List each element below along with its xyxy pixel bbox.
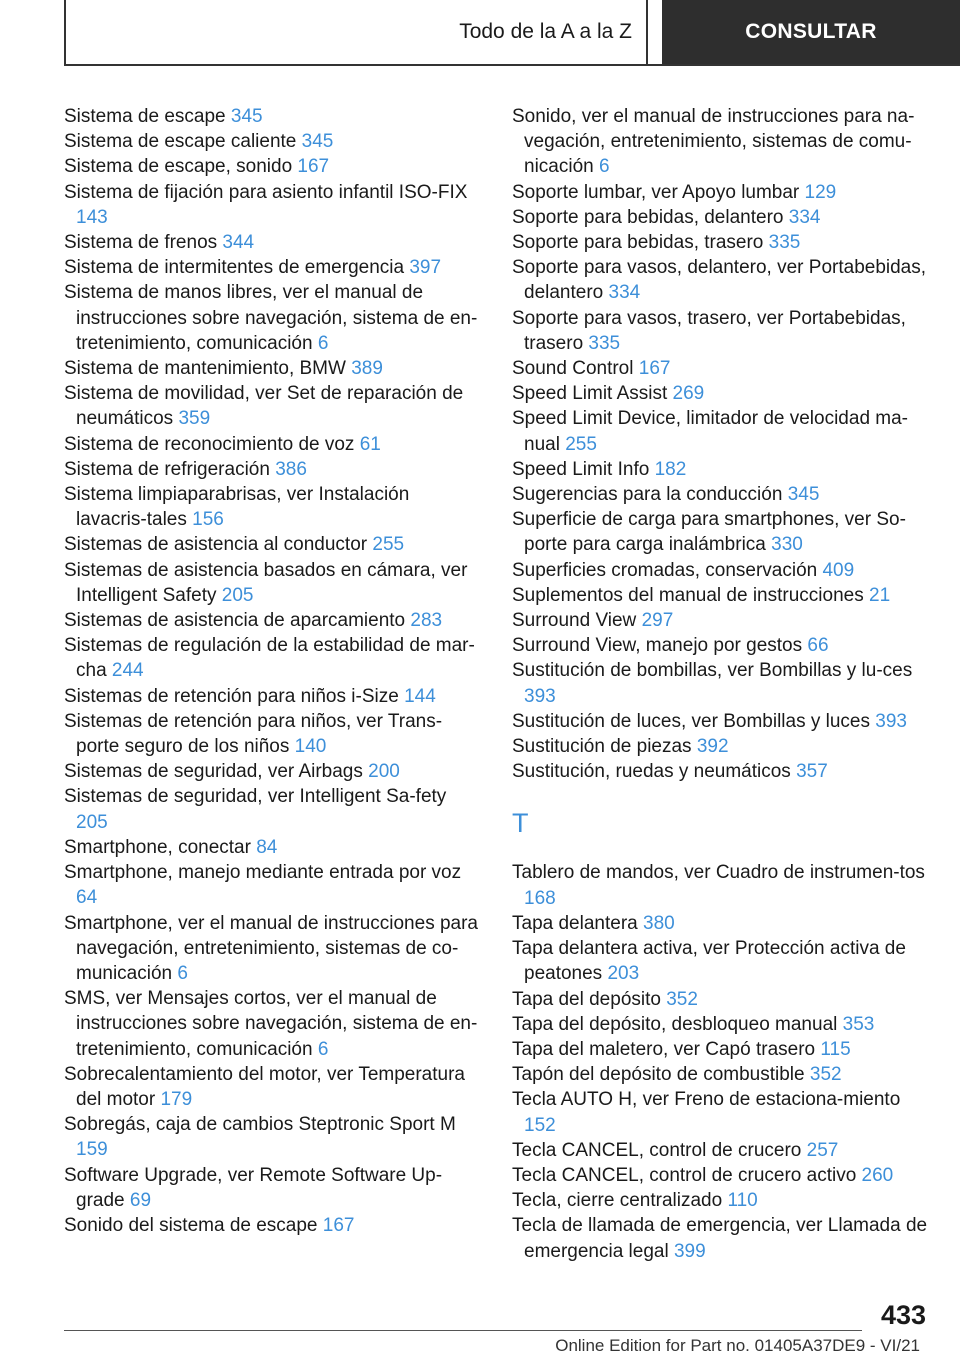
index-list-s-right [512, 104, 932, 784]
page-link[interactable]: 168 [524, 887, 556, 909]
page-link[interactable]: 61 [359, 433, 381, 455]
index-entry [64, 911, 482, 987]
index-entry [512, 633, 932, 658]
page-link[interactable]: 359 [178, 408, 211, 430]
index-entry [512, 583, 932, 608]
entry-text: Sistema limpiaparabrisas, ver Instalación lavacris-tales [64, 484, 410, 531]
page-link[interactable]: 143 [76, 206, 108, 228]
entry-text: Tapa del depósito [512, 988, 661, 1010]
index-entry [512, 911, 932, 936]
page-number: 433 [880, 1300, 926, 1330]
index-entry [512, 381, 932, 406]
entry-text: Sistema de manos libres, ver el manual de instrucciones sobre navegación, sistema de en-tretenimiento, comunicación [64, 282, 478, 354]
page-link[interactable]: 6 [177, 962, 188, 984]
index-entry [64, 1112, 482, 1162]
index-entry [512, 230, 932, 255]
page-link[interactable]: 115 [820, 1038, 851, 1060]
page-link[interactable]: 159 [76, 1139, 108, 1161]
entry-text: Speed Limit Device, limitador de velocidad ma-nual [512, 408, 909, 455]
entry-text: Software Upgrade, ver Remote Software Up-grade [64, 1164, 443, 1211]
entry-text: Sistema de frenos [64, 232, 218, 254]
page-link[interactable]: 334 [608, 282, 641, 304]
index-entry [64, 381, 482, 431]
page-link[interactable]: 140 [294, 736, 327, 758]
page-link[interactable]: 389 [351, 358, 383, 380]
entry-text: Suplementos del manual de instrucciones [512, 584, 864, 606]
index-entry [512, 1163, 932, 1188]
page-link[interactable]: 297 [641, 610, 674, 632]
index-entry [512, 104, 932, 180]
index-entry [64, 784, 482, 834]
page-link[interactable]: 182 [654, 458, 687, 480]
entry-text: Smartphone, manejo mediante entrada por voz [64, 862, 462, 884]
entry-text: Sistemas de regulación de la estabilidad de mar-cha [64, 635, 475, 682]
page-link[interactable]: 167 [322, 1214, 355, 1236]
entry-text: Sistemas de asistencia al conductor [64, 534, 368, 556]
page-link[interactable]: 84 [256, 836, 278, 858]
entry-text: Sistema de fijación para asiento infantil ISO-FIX [64, 181, 468, 203]
page-link[interactable]: 399 [673, 1240, 706, 1262]
page-link[interactable]: 64 [76, 887, 98, 909]
entry-text: Tecla CANCEL, control de crucero [512, 1139, 802, 1161]
page-link[interactable]: 335 [588, 332, 621, 354]
page-link[interactable]: 167 [297, 156, 330, 178]
entry-text: Sistema de movilidad, ver Set de reparación de neumáticos [64, 383, 464, 430]
entry-text: Sistemas de seguridad, ver Airbags [64, 761, 363, 783]
index-entry [512, 406, 932, 456]
index-entry [64, 1163, 482, 1213]
index-entry [512, 709, 932, 734]
index-entry [512, 987, 932, 1012]
index-entry [512, 759, 932, 784]
index-entry [64, 482, 482, 532]
index-entry [64, 104, 482, 129]
entry-text: Surround View, manejo por gestos [512, 635, 803, 657]
index-entry [64, 356, 482, 381]
entry-text: Soporte para bebidas, delantero [512, 206, 784, 228]
page-link[interactable]: 200 [368, 761, 400, 783]
page-link[interactable]: 152 [524, 1114, 556, 1136]
page-link[interactable]: 345 [230, 106, 263, 127]
entry-text: Sistema de escape, sonido [64, 156, 293, 178]
entry-text: Sobregás, caja de cambios Steptronic Sport M [64, 1114, 456, 1136]
page-link[interactable]: 269 [672, 383, 705, 405]
index-entry [512, 507, 932, 557]
entry-text: Sistema de reconocimiento de voz [64, 433, 355, 455]
page-link[interactable]: 397 [409, 257, 442, 279]
index-entry [512, 1012, 932, 1037]
entry-text: Sonido del sistema de escape [64, 1214, 318, 1236]
entry-text: Surround View [512, 610, 637, 632]
index-column-left [64, 104, 482, 1238]
index-list-s-left [64, 104, 482, 1238]
index-entry [64, 255, 482, 280]
index-entry [512, 1138, 932, 1163]
section-tab[interactable]: Todo de la A a la Z [64, 0, 648, 64]
entry-text: Sistemas de seguridad, ver Intelligent Sa-fety [64, 786, 447, 808]
index-entry [512, 1087, 932, 1137]
entry-text: Soporte para bebidas, trasero [512, 232, 764, 254]
index-entry [64, 558, 482, 608]
page-link[interactable]: 357 [796, 761, 828, 783]
page-link[interactable]: 392 [696, 736, 729, 758]
entry-text: Tecla AUTO H, ver Freno de estaciona-miento [512, 1089, 901, 1111]
entry-text: Sustitución de piezas [512, 736, 692, 758]
index-entry [64, 432, 482, 457]
page-link[interactable]: 203 [607, 963, 640, 985]
index-entry [64, 180, 482, 230]
entry-text: Superficies cromadas, conservación [512, 559, 818, 581]
index-entry [512, 1213, 932, 1263]
entry-text: Sistema de refrigeración [64, 458, 270, 480]
footer-rule [64, 1330, 862, 1331]
entry-text: Tablero de mandos, ver Cuadro de instrumen-tos [512, 862, 925, 884]
index-entry [64, 1213, 482, 1238]
page-link[interactable]: 393 [875, 710, 907, 732]
page-link[interactable]: 330 [771, 534, 803, 556]
entry-text: Speed Limit Assist [512, 383, 668, 405]
index-entry [512, 457, 932, 482]
page-link[interactable]: 129 [804, 181, 837, 203]
index-entry [64, 860, 482, 910]
entry-text: Tapa delantera activa, ver Protección activa de peatones [512, 938, 906, 985]
page-link[interactable]: 260 [861, 1164, 894, 1186]
page-link[interactable]: 6 [599, 156, 610, 178]
index-entry [512, 255, 932, 305]
index-entry [512, 860, 932, 910]
entry-text: Sistemas de asistencia basados en cámara, ver Intelligent Safety [64, 559, 468, 606]
index-entry [64, 759, 482, 784]
entry-text: Soporte para vasos, trasero, ver Portabebidas, trasero [512, 307, 906, 354]
index-entry [64, 457, 482, 482]
index-entry [64, 230, 482, 255]
page-link[interactable]: 334 [788, 206, 821, 228]
entry-text: Tapa del depósito, desbloqueo manual [512, 1013, 838, 1035]
index-entry [512, 558, 932, 583]
entry-text: Speed Limit Info [512, 458, 650, 480]
index-entry [64, 154, 482, 179]
page-link[interactable]: 352 [666, 988, 698, 1010]
index-entry [64, 1062, 482, 1112]
index-entry [512, 1062, 932, 1087]
index-entry [512, 1188, 932, 1213]
index-entry [64, 608, 482, 633]
entry-text: Tecla, cierre centralizado [512, 1190, 723, 1212]
entry-text: Superficie de carga para smartphones, ver So-porte para carga inalámbrica [512, 509, 906, 556]
index-entry [64, 280, 482, 356]
index-entry [512, 1037, 932, 1062]
page-link[interactable]: 380 [643, 912, 675, 934]
entry-text: Soporte lumbar, ver Apoyo lumbar [512, 181, 800, 203]
page-link[interactable]: 255 [565, 433, 597, 455]
index-entry [512, 306, 932, 356]
page-link[interactable]: 335 [768, 232, 801, 254]
entry-text: Tapa del maletero, ver Capó trasero [512, 1038, 816, 1060]
index-entry [64, 986, 482, 1062]
page-link[interactable]: 144 [404, 685, 436, 707]
page-link[interactable]: 345 [787, 484, 820, 506]
entry-text: Sistema de escape [64, 106, 226, 127]
header-rule [64, 64, 960, 66]
entry-text: Tapón del depósito de combustible [512, 1064, 805, 1086]
page-link[interactable]: 386 [275, 458, 307, 480]
page-link[interactable]: 344 [222, 232, 255, 254]
entry-text: Smartphone, ver el manual de instrucciones para navegación, entretenimiento, sistemas de co-municación [64, 912, 479, 984]
entry-text: Sistema de mantenimiento, BMW [64, 358, 346, 380]
section-letter: T [512, 808, 529, 839]
index-entry [512, 356, 932, 381]
entry-text: Sistema de escape caliente [64, 131, 297, 153]
index-entry [512, 936, 932, 986]
index-entry [64, 835, 482, 860]
entry-text: Sistemas de retención para niños, ver Trans-porte seguro de los niños [64, 710, 443, 758]
page-link[interactable]: 156 [192, 509, 224, 531]
entry-text: Sugerencias para la conducción [512, 484, 783, 506]
index-entry [64, 532, 482, 557]
page-link[interactable]: 21 [869, 584, 891, 606]
index-column-right [512, 104, 932, 1264]
page-link[interactable]: 393 [524, 685, 556, 707]
entry-text: Tecla de llamada de emergencia, ver Llamada de emergencia legal [512, 1215, 928, 1262]
entry-text: Smartphone, conectar [64, 836, 251, 858]
index-entry [64, 684, 482, 709]
page-link[interactable]: 6 [317, 1038, 329, 1060]
entry-text: Soporte para vasos, delantero, ver Portabebidas, delantero [512, 257, 927, 304]
entry-text: Tecla CANCEL, control de crucero activo [512, 1164, 857, 1186]
index-entry [512, 205, 932, 230]
page-link[interactable]: 69 [129, 1189, 152, 1211]
page-link[interactable]: 6 [317, 332, 329, 354]
page-link[interactable]: 409 [822, 559, 855, 581]
page-link[interactable]: 283 [410, 610, 443, 632]
entry-text: Sonido, ver el manual de instrucciones para na-vegación, entretenimiento, sistemas de comu-nicación [512, 106, 915, 178]
index-entry [64, 709, 482, 759]
entry-text: Tapa delantera [512, 912, 638, 934]
edition-text: Online Edition for Part no. 01405A37DE9 - VI/21 [555, 1336, 920, 1355]
page-link[interactable]: 205 [76, 811, 108, 833]
page-link[interactable]: 205 [221, 584, 254, 606]
page-link[interactable]: 179 [160, 1088, 193, 1110]
page-link[interactable]: 257 [806, 1139, 839, 1161]
index-entry [512, 180, 932, 205]
entry-text: Sustitución de bombillas, ver Bombillas y lu-ces [512, 660, 913, 682]
page-link[interactable]: 345 [301, 131, 334, 153]
entry-text: Sistemas de asistencia de aparcamiento [64, 610, 406, 632]
entry-text: SMS, ver Mensajes cortos, ver el manual de instrucciones sobre navegación, sistema de en-tretenimiento, comunicación [64, 988, 478, 1060]
entry-text: Sistemas de retención para niños i-Size [64, 685, 399, 707]
index-entry [512, 608, 932, 633]
index-entry [64, 129, 482, 154]
page-link[interactable]: 352 [809, 1064, 842, 1086]
entry-text: Sustitución, ruedas y neumáticos [512, 761, 791, 783]
page-link[interactable]: 244 [111, 660, 144, 682]
index-entry [64, 633, 482, 683]
page-link[interactable]: 353 [842, 1013, 875, 1035]
chapter-tab[interactable]: CONSULTAR [662, 0, 960, 64]
page-link[interactable]: 66 [807, 635, 829, 657]
entry-text: Sound Control [512, 358, 634, 380]
entry-text: Sustitución de luces, ver Bombillas y luces [512, 710, 870, 732]
index-entry [512, 482, 932, 507]
index-entry [512, 734, 932, 759]
page-link[interactable]: 167 [638, 358, 671, 380]
page-link[interactable]: 255 [372, 534, 405, 556]
page-link[interactable]: 110 [727, 1190, 758, 1212]
entry-text: Sobrecalentamiento del motor, ver Temperatura del motor [64, 1063, 465, 1110]
index-list-t [512, 860, 932, 1263]
index-entry [512, 658, 932, 708]
entry-text: Sistema de intermitentes de emergencia [64, 257, 405, 279]
